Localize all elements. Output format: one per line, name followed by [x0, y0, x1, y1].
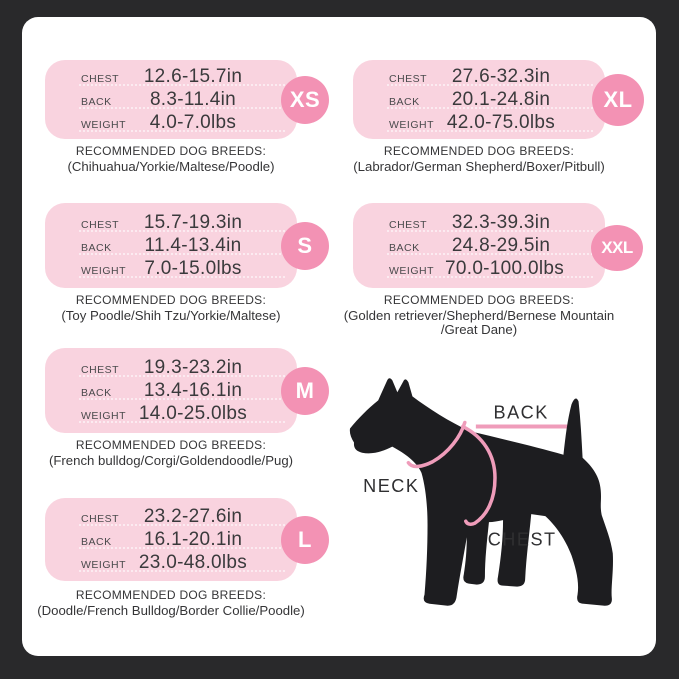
breeds-list: (Doodle/French Bulldog/Border Collie/Poodle): [37, 603, 305, 618]
back-value: 13.4-16.1in: [143, 380, 243, 401]
back-row: [45, 235, 297, 256]
back-label: BACK: [389, 96, 420, 108]
chest-row: [45, 357, 297, 378]
breeds-m: [21, 438, 321, 467]
back-label: BACK: [81, 536, 112, 548]
back-row: [45, 89, 297, 110]
back-label: BACK: [81, 242, 112, 254]
weight-value: 14.0-25.0lbs: [138, 403, 248, 424]
breeds-xxl: [319, 293, 639, 336]
breeds-s: [21, 293, 321, 322]
chest-label: CHEST: [81, 364, 120, 376]
back-value: 8.3-11.4in: [149, 89, 237, 110]
chest-value: 32.3-39.3in: [451, 212, 551, 233]
back-label: BACK: [389, 242, 420, 254]
breeds-title: RECOMMENDED DOG BREEDS:: [75, 293, 267, 307]
breeds-title: RECOMMENDED DOG BREEDS:: [75, 438, 267, 452]
chest-row: [45, 66, 297, 87]
size-badge-l: L: [281, 516, 329, 564]
breeds-list: (Toy Poodle/Shih Tzu/Yorkie/Maltese): [61, 308, 281, 323]
breeds-list: (Labrador/German Shepherd/Boxer/Pitbull): [353, 159, 605, 174]
chest-row: [45, 212, 297, 233]
chest-value: 27.6-32.3in: [451, 66, 551, 87]
back-diagram-label: BACK: [493, 402, 549, 423]
back-value: 20.1-24.8in: [451, 89, 551, 110]
size-card-m: [45, 348, 315, 433]
chest-label: CHEST: [81, 219, 120, 231]
back-value: 16.1-20.1in: [143, 529, 243, 550]
weight-row: [45, 552, 297, 573]
breeds-xl: [329, 144, 629, 173]
weight-row: [353, 258, 605, 279]
size-badge-s: S: [281, 222, 329, 270]
back-row: [353, 89, 605, 110]
neck-diagram-label: NECK: [363, 475, 420, 496]
breeds-title: RECOMMENDED DOG BREEDS:: [75, 144, 267, 158]
weight-value: 7.0-15.0lbs: [144, 258, 242, 279]
back-row: [353, 235, 605, 256]
breeds-xs: [21, 144, 321, 173]
weight-row: [45, 258, 297, 279]
size-card-xs: [45, 60, 321, 139]
chest-row: [353, 212, 605, 233]
back-value: 24.8-29.5in: [451, 235, 551, 256]
size-card-xl: [353, 60, 633, 139]
chest-label: CHEST: [81, 513, 120, 525]
size-badge-xl: XL: [592, 74, 644, 126]
weight-value: 70.0-100.0lbs: [445, 258, 565, 279]
breeds-title: RECOMMENDED DOG BREEDS:: [383, 144, 575, 158]
breeds-list: /Great Dane): [440, 322, 518, 338]
weight-value: 42.0-75.0lbs: [446, 112, 556, 133]
chest-value: 15.7-19.3in: [143, 212, 243, 233]
size-card-s: [45, 203, 313, 288]
breeds-list: (French bulldog/Corgi/Goldendoodle/Pug): [48, 453, 294, 468]
chest-label: CHEST: [389, 219, 428, 231]
size-card-xxl: [353, 203, 633, 288]
back-label: BACK: [81, 387, 112, 399]
chest-value: 23.2-27.6in: [143, 506, 243, 527]
chest-label: CHEST: [389, 73, 428, 85]
weight-label: WEIGHT: [81, 559, 126, 571]
chest-value: 12.6-15.7in: [143, 66, 243, 87]
back-value: 11.4-13.4in: [144, 235, 242, 256]
size-card-l: [45, 498, 312, 581]
breeds-l: [21, 588, 321, 617]
back-row: [45, 380, 297, 401]
chest-row: [45, 506, 297, 527]
weight-value: 4.0-7.0lbs: [149, 112, 237, 133]
breeds-list: (Chihuahua/Yorkie/Maltese/Poodle): [67, 159, 275, 174]
weight-label: WEIGHT: [81, 265, 126, 277]
back-row: [45, 529, 297, 550]
breeds-title: RECOMMENDED DOG BREEDS:: [75, 588, 267, 602]
weight-row: [45, 112, 297, 133]
chest-label: CHEST: [81, 73, 120, 85]
breeds-list: (Golden retriever/Shepherd/Bernese Mountain: [343, 308, 615, 323]
weight-value: 23.0-48.0lbs: [138, 552, 248, 573]
weight-label: WEIGHT: [389, 119, 434, 131]
weight-label: WEIGHT: [389, 265, 434, 277]
breeds-title: RECOMMENDED DOG BREEDS:: [383, 293, 575, 307]
weight-label: WEIGHT: [81, 119, 126, 131]
dog-measurement-diagram: [348, 374, 645, 621]
weight-label: WEIGHT: [81, 410, 126, 422]
weight-row: [353, 112, 605, 133]
back-label: BACK: [81, 96, 112, 108]
size-badge-m: M: [281, 367, 329, 415]
chest-value: 19.3-23.2in: [143, 357, 243, 378]
chest-row: [353, 66, 605, 87]
weight-row: [45, 403, 297, 424]
size-badge-xs: XS: [281, 76, 329, 124]
chest-diagram-label: CHEST: [487, 529, 557, 550]
size-badge-xxl: XXL: [591, 225, 643, 271]
